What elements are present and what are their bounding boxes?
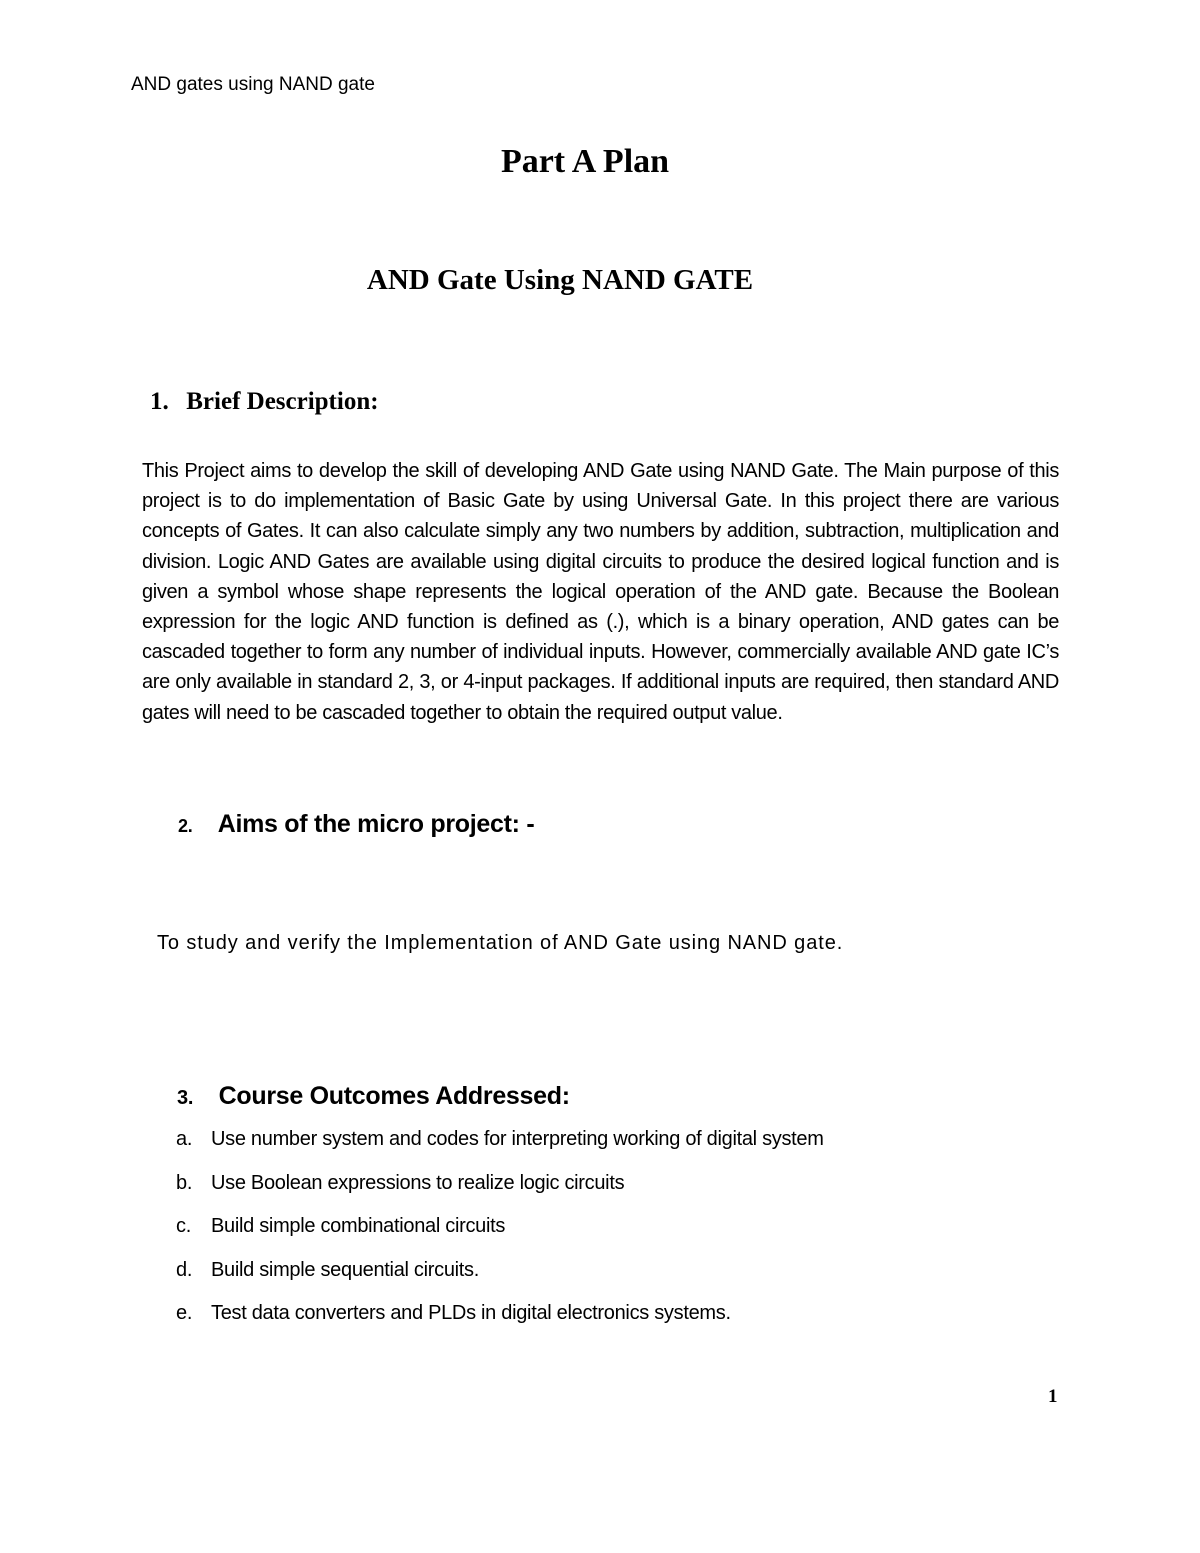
section-2-number: 2. (178, 816, 193, 836)
section-1-title: Brief Description: (186, 388, 379, 415)
page-number: 1 (1048, 1386, 1058, 1407)
list-item-letter: e. (176, 1302, 193, 1324)
section-1-number: 1. (150, 388, 169, 415)
list-item-text: Build simple combinational circuits (211, 1215, 506, 1237)
list-item (176, 1128, 824, 1172)
section-3-heading (177, 1082, 570, 1111)
list-item (176, 1215, 824, 1259)
section-2-body: To study and verify the Implementation of AND Gate using NAND gate. (157, 932, 844, 954)
list-item (176, 1259, 824, 1303)
page-header: AND gates using NAND gate (131, 74, 375, 95)
list-item-text: Use Boolean expressions to realize logic circuits (211, 1171, 625, 1194)
course-outcomes-list (176, 1128, 824, 1346)
section-1-body: This Project aims to develop the skill of developing AND Gate using NAND Gate. The Main purpose of this project is to do implementation of Basic Gate by using Universal Gate. In this project there are various concepts of Gates. It can also calculate simply any two numbers by addition, subtraction, multiplication and division. Logic AND Gates are available using digital circuits to produce the desired logical function and is given a symbol whose shape represents the logical operation of the AND gate. Because the Boolean expression for the logic AND function is defined as (.), which is a binary operation, AND gates can be cascaded together to form any number of individual inputs. However, commercially available AND gate IC’s are only available in standard 2, 3, or 4-input packages. If additional inputs are required, then standard AND gates will need to be cascaded together to obtain the required output value. (142, 460, 1059, 724)
document-subtitle: AND Gate Using NAND GATE (366, 264, 754, 296)
list-item-letter: c. (176, 1215, 191, 1237)
section-3-title: Course Outcomes Addressed: (218, 1082, 570, 1110)
section-2-title: Aims of the micro project: - (217, 810, 535, 838)
list-item-text: Build simple sequential circuits. (211, 1258, 480, 1281)
list-item-letter: b. (176, 1171, 193, 1194)
list-item-letter: a. (176, 1128, 193, 1150)
section-2-heading (178, 810, 534, 839)
list-item (176, 1172, 824, 1216)
section-3-number: 3. (177, 1087, 194, 1109)
list-item (176, 1302, 824, 1346)
list-item-letter: d. (176, 1258, 193, 1281)
section-1-heading (150, 388, 379, 416)
document-title: Part A Plan (500, 143, 670, 180)
list-item-text: Use number system and codes for interpreting working of digital system (211, 1128, 824, 1150)
list-item-text: Test data converters and PLDs in digital electronics systems. (211, 1302, 731, 1324)
